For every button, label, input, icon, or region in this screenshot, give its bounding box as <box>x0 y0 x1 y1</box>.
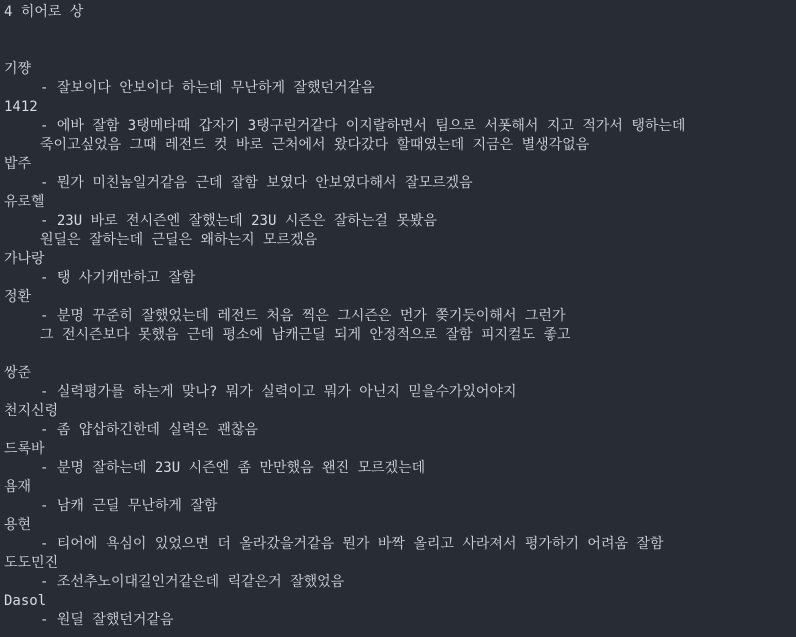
comment-line: - 실력평가를 하는게 맞나? 뭐가 실력이고 뭐가 아닌지 믿을수가있어야지 <box>40 384 517 400</box>
comment-line: - 분명 꾸준히 잘했었는데 레전드 처음 찍은 그시즌은 먼가 쫒기듯이해서 그런가 <box>40 308 566 324</box>
player-name-yonghyeon: 용현 <box>4 517 32 533</box>
player-name-dodominjin: 도도민진 <box>4 555 59 571</box>
player-name-cheonjisinryeong: 천지신령 <box>4 403 59 419</box>
player-name-drogba: 드록바 <box>4 441 45 457</box>
comment-line: - 남캐 근딜 무난하게 잘함 <box>40 498 218 514</box>
player-name-dasol: Dasol <box>4 593 47 609</box>
comment-line: - 23U 바로 전시즌엔 잘했는데 23U 시즌은 잘하는걸 못봤음 <box>40 213 437 229</box>
comment-line: - 좀 얍삽하긴한데 실력은 괜찮음 <box>40 422 258 438</box>
player-name-ssangjun: 쌍준 <box>4 365 32 381</box>
comment-continuation: 그 전시즌보다 못했음 근데 평소에 남캐근딜 되게 안정적으로 잘함 피지컬도 좋고 <box>40 327 571 343</box>
player-name-bapju: 밥주 <box>4 156 32 172</box>
comment-line: - 잘보이다 안보이다 하는데 무난하게 잘했던거같음 <box>40 80 375 96</box>
comment-line: - 티어에 욕심이 있었으면 더 올라갔을거같음 뭔가 바짝 올리고 사라져서 평가하기 어려움 잘함 <box>40 536 664 552</box>
comment-line: - 분명 잘하는데 23U 시즌엔 좀 만만했음 왠진 모르겠는데 <box>40 460 426 476</box>
comment-line: - 뭔가 미친놈일거같음 근데 잘함 보였다 안보였다해서 잘모르겠음 <box>40 175 473 191</box>
player-name-ganarang: 가나랑 <box>4 251 45 267</box>
player-name-yomjae: 욤재 <box>4 479 32 495</box>
comment-line: - 에바 잘함 3탱메타때 갑자기 3탱구린거같다 이지랄하면서 팀으로 서폿해서 지고 적가서 탱하는데 <box>40 118 686 134</box>
comment-line: - 탱 사기캐만하고 잘함 <box>40 270 196 286</box>
comment-line: - 원딜 잘했던거같음 <box>40 612 174 628</box>
player-name-1412: 1412 <box>4 99 38 115</box>
player-name-kijjang: 기쨩 <box>4 61 32 77</box>
comment-continuation: 죽이고싶었음 그때 레전드 컷 바로 근처에서 왔다갔다 할때였는데 지금은 별생각없음 <box>40 137 590 153</box>
document-title: 4 히어로 상 <box>4 4 84 20</box>
player-name-jeonghwan: 정환 <box>4 289 32 305</box>
player-name-eurohel: 유로헬 <box>4 194 45 210</box>
comment-continuation: 원딜은 잘하는데 근딜은 왜하는지 모르겠음 <box>40 232 318 248</box>
comment-line: - 조선추노이대길인거같은데 릭같은거 잘했었음 <box>40 574 345 590</box>
